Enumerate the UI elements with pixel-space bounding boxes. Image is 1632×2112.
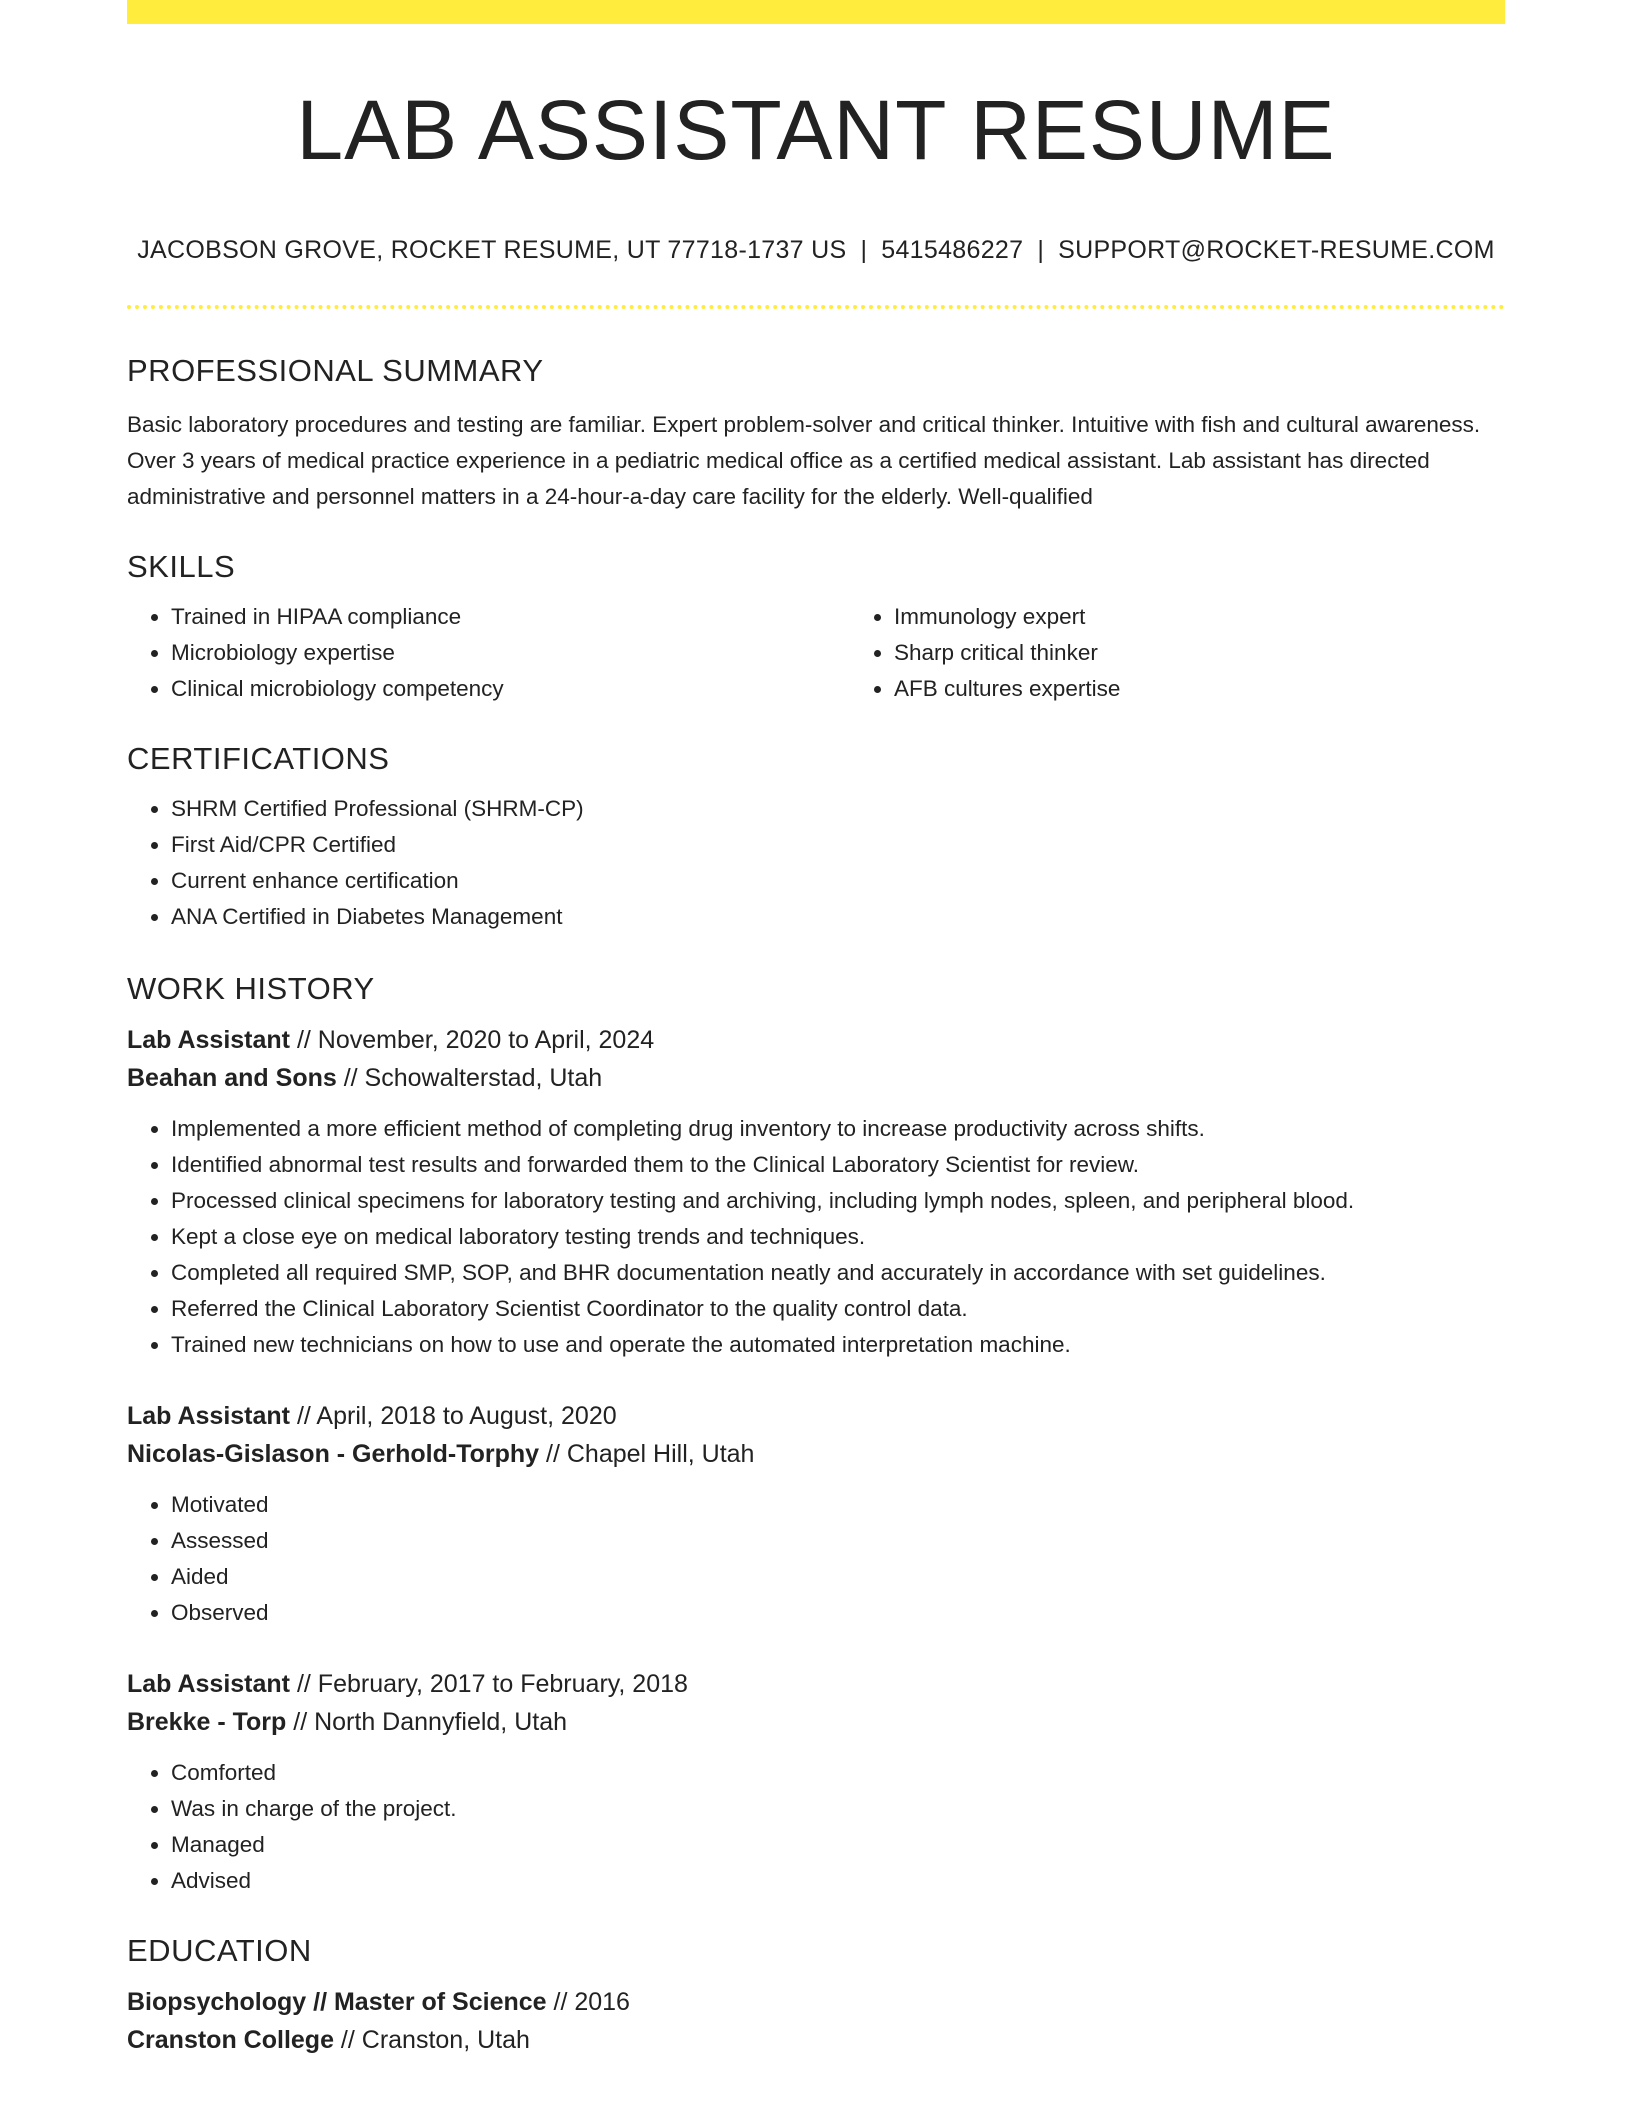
page-title: LAB ASSISTANT RESUME [296, 83, 1336, 177]
summary-heading: PROFESSIONAL SUMMARY [127, 353, 544, 389]
job-employer: Beahan and Sons [127, 1064, 337, 1093]
job-dates: // April, 2018 to August, 2020 [290, 1402, 617, 1431]
certification-item: • First Aid/CPR Certified [171, 827, 1505, 863]
job-duty: • Completed all required SMP, SOP, and BHR documentation neatly and accurately in accordance with set guidelines. [171, 1255, 1505, 1291]
job-duties-list [127, 1487, 1505, 1631]
job-title: Lab Assistant [127, 1402, 291, 1431]
skill-item: • Trained in HIPAA compliance [171, 599, 850, 635]
certification-item: • Current enhance certification [171, 863, 1505, 899]
job-duty: • Observed [171, 1595, 1505, 1631]
job-employer-line [127, 1703, 1505, 1741]
summary-text: Basic laboratory procedures and testing are familiar. Expert problem-solver and critical thinker. Intuitive with fish and cultural awareness. Over 3 years of medical practice experience in a pediatric medical office as a certified medical assistant. Lab assistant has directed administrative and personnel matters in a 24-hour-a-day care facility for the elderly. Well-qualified [127, 412, 1481, 510]
contact-separator: | [1037, 236, 1045, 265]
job-entry [127, 1021, 1505, 1363]
skill-item: • Clinical microbiology competency [171, 671, 850, 707]
skills-grid [127, 585, 1505, 707]
certification-item: • ANA Certified in Diabetes Management [171, 899, 1505, 935]
skills-list-left [127, 599, 850, 707]
job-entry [127, 1397, 1505, 1631]
skill-item: • Sharp critical thinker [894, 635, 1573, 671]
job-duty: • Aided [171, 1559, 1505, 1595]
job-duty: • Motivated [171, 1487, 1505, 1523]
skill-item: • AFB cultures expertise [894, 671, 1573, 707]
job-employer-line [127, 1059, 1505, 1097]
education-degree-line [127, 1983, 1505, 2021]
job-duty: • Managed [171, 1827, 1505, 1863]
contact-address: JACOBSON GROVE, ROCKET RESUME, UT 77718-1737 US [137, 236, 847, 265]
contact-line [127, 236, 1505, 265]
job-dates: // November, 2020 to April, 2024 [290, 1026, 655, 1055]
education-school: Cranston College [127, 2026, 334, 2055]
job-duty: • Advised [171, 1863, 1505, 1899]
job-duty: • Processed clinical specimens for laboratory testing and archiving, including lymph nodes, spleen, and peripheral blood. [171, 1183, 1505, 1219]
job-duty: • Assessed [171, 1523, 1505, 1559]
skills-list-right [850, 599, 1573, 707]
certification-item: • SHRM Certified Professional (SHRM-CP) [171, 791, 1505, 827]
job-employer: Nicolas-Gislason - Gerhold-Torphy [127, 1440, 540, 1469]
skill-item: • Microbiology expertise [171, 635, 850, 671]
job-employer: Brekke - Torp [127, 1708, 287, 1737]
job-dates: // February, 2017 to February, 2018 [290, 1670, 688, 1699]
job-duties-list [127, 1755, 1505, 1899]
job-duty: • Referred the Clinical Laboratory Scientist Coordinator to the quality control data. [171, 1291, 1505, 1327]
job-title: Lab Assistant [127, 1670, 291, 1699]
contact-separator: | [860, 236, 868, 265]
skills-heading: SKILLS [127, 549, 236, 585]
education-location: // Cranston, Utah [333, 2026, 530, 2055]
education-entry [127, 1983, 1505, 2059]
job-title: Lab Assistant [127, 1026, 291, 1055]
resume-page [127, 0, 1505, 2059]
contact-email: SUPPORT@ROCKET-RESUME.COM [1058, 236, 1495, 265]
job-title-line [127, 1397, 1505, 1435]
job-duty: • Comforted [171, 1755, 1505, 1791]
job-title-line [127, 1021, 1505, 1059]
job-employer-line [127, 1435, 1505, 1473]
job-location: // Schowalterstad, Utah [336, 1064, 603, 1093]
job-title-line [127, 1665, 1505, 1703]
job-duty: • Kept a close eye on medical laboratory testing trends and techniques. [171, 1219, 1505, 1255]
education-year: // 2016 [546, 1988, 630, 2017]
education-heading: EDUCATION [127, 1933, 312, 1969]
job-location: // Chapel Hill, Utah [539, 1440, 755, 1469]
job-duty: • Implemented a more efficient method of completing drug inventory to increase productivity across shifts. [171, 1111, 1505, 1147]
job-duties-list [127, 1111, 1505, 1363]
accent-bar [127, 0, 1505, 24]
job-duty: • Was in charge of the project. [171, 1791, 1505, 1827]
contact-phone: 5415486227 [881, 236, 1024, 265]
skill-item: • Immunology expert [894, 599, 1573, 635]
header-divider [127, 305, 1505, 309]
education-school-line [127, 2021, 1505, 2059]
certifications-heading: CERTIFICATIONS [127, 741, 390, 777]
job-location: // North Dannyfield, Utah [286, 1708, 568, 1737]
work-history-heading: WORK HISTORY [127, 971, 375, 1007]
job-duty: • Identified abnormal test results and forwarded them to the Clinical Laboratory Scientist for review. [171, 1147, 1505, 1183]
job-duty: • Trained new technicians on how to use and operate the automated interpretation machine. [171, 1327, 1505, 1363]
job-entry [127, 1665, 1505, 1899]
education-degree: Biopsychology // Master of Science [127, 1988, 547, 2017]
certifications-list [127, 791, 1505, 935]
